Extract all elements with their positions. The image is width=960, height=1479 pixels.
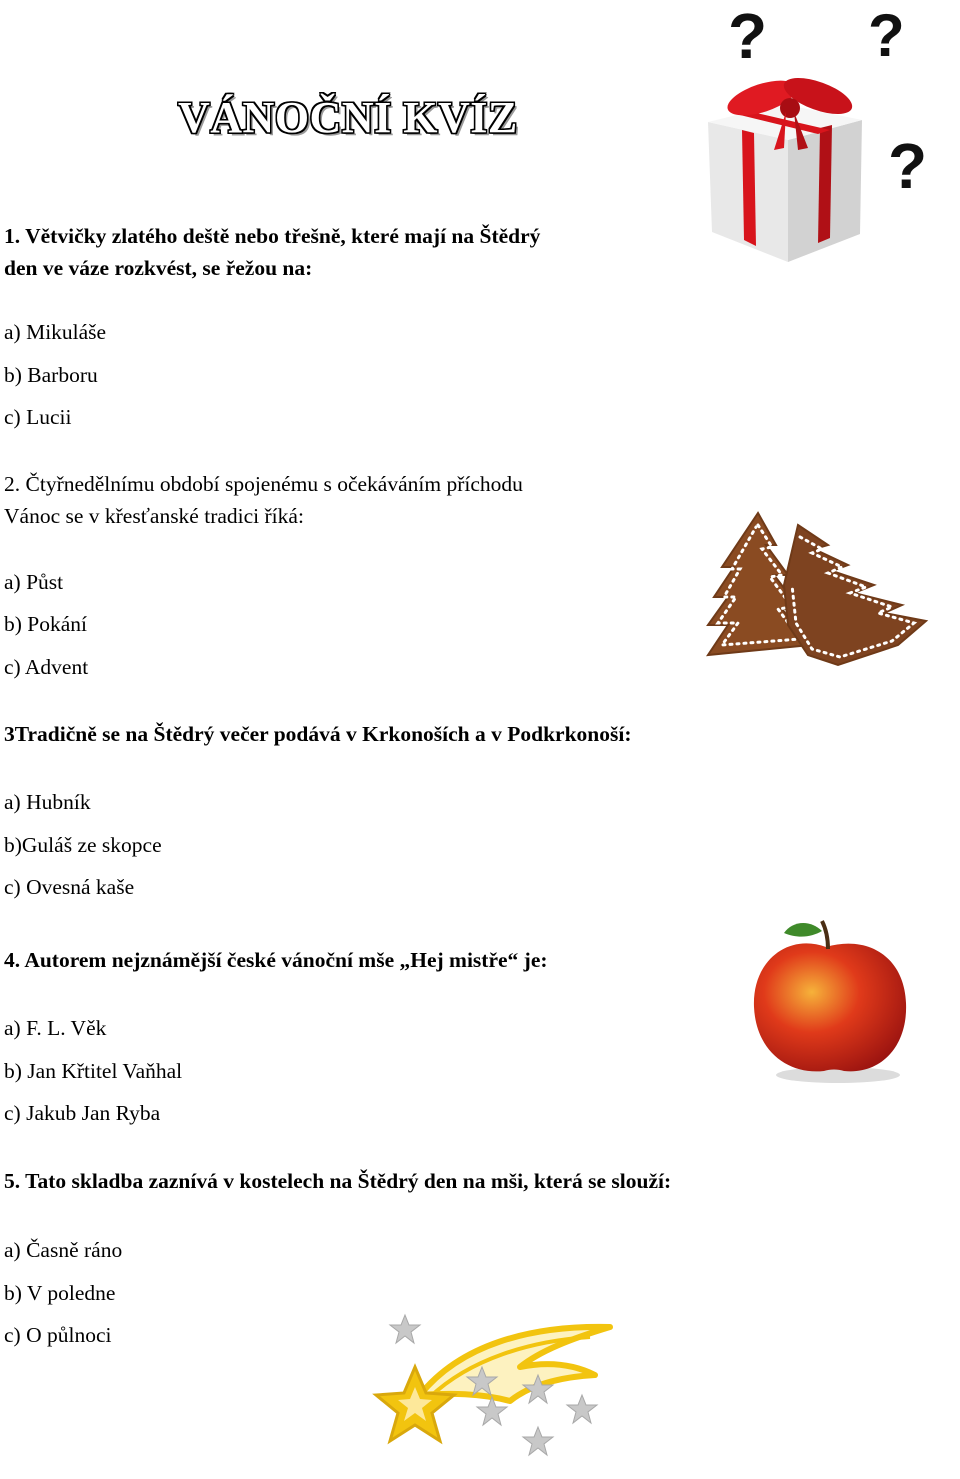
page-title: VÁNOČNÍ KVÍZ [178, 93, 518, 142]
svg-text:?: ? [728, 0, 768, 72]
question-1-line-1: 1. Větvičky zlatého deště nebo třešně, které mají na Štědrý [4, 224, 541, 248]
small-star-icon [523, 1427, 553, 1455]
gift-box-image [690, 0, 945, 270]
svg-text:?: ? [888, 130, 928, 202]
question-1-answer-c: c) Lucii [4, 405, 72, 429]
question-2-answer-a: a) Půst [4, 570, 64, 594]
question-5-line-1: 5. Tato skladba zaznívá v kostelech na Štědrý den na mši, která se slouží: [4, 1169, 672, 1193]
comet-star-image [360, 1305, 620, 1475]
question-2-line-1: 2. Čtyřnedělnímu období spojenému s očekáváním příchodu [4, 472, 523, 496]
gingerbread-cookies-image [688, 505, 933, 675]
question-mark-icon [868, 2, 905, 69]
question-3-answer-b: b)Guláš ze skopce [4, 833, 162, 857]
question-4-line-1: 4. Autorem nejznámější české vánoční mše „Hej mistře“ je: [4, 948, 548, 972]
question-5-answer-b: b) V poledne [4, 1281, 116, 1305]
comet-tail-icon [420, 1327, 610, 1401]
question-5-answer-c: c) O půlnoci [4, 1323, 112, 1347]
apple-image [748, 915, 923, 1090]
question-4-answer-a: a) F. L. Věk [4, 1016, 107, 1040]
apple-icon [754, 943, 906, 1071]
question-1-answer-b: b) Barboru [4, 363, 98, 387]
small-star-icon [390, 1315, 420, 1343]
question-1-answer-a: a) Mikuláše [4, 320, 107, 344]
question-mark-icon [728, 0, 767, 72]
question-3-line-1: 3Tradičně se na Štědrý večer podává v Krkonoších a v Podkrkonoší: [4, 722, 632, 746]
question-5-answer-a: a) Časně ráno [4, 1238, 123, 1262]
question-3-answer-a: a) Hubník [4, 790, 91, 814]
question-1-line-2: den ve váze rozkvést, se řežou na: [4, 256, 313, 280]
question-2-line-2: Vánoc se v křesťanské tradici říká: [4, 504, 304, 528]
question-mark-icon [888, 130, 927, 202]
question-4-answer-b: b) Jan Křtitel Vaňhal [4, 1059, 183, 1083]
question-4-answer-c: c) Jakub Jan Ryba [4, 1101, 161, 1125]
leaf-icon [784, 923, 822, 937]
question-2-answer-c: c) Advent [4, 655, 89, 679]
small-star-icon [567, 1395, 597, 1423]
svg-text:?: ? [868, 2, 905, 69]
gingerbread-cookie-icon [784, 525, 926, 665]
question-3-answer-c: c) Ovesná kaše [4, 875, 135, 899]
question-2-answer-b: b) Pokání [4, 612, 88, 636]
